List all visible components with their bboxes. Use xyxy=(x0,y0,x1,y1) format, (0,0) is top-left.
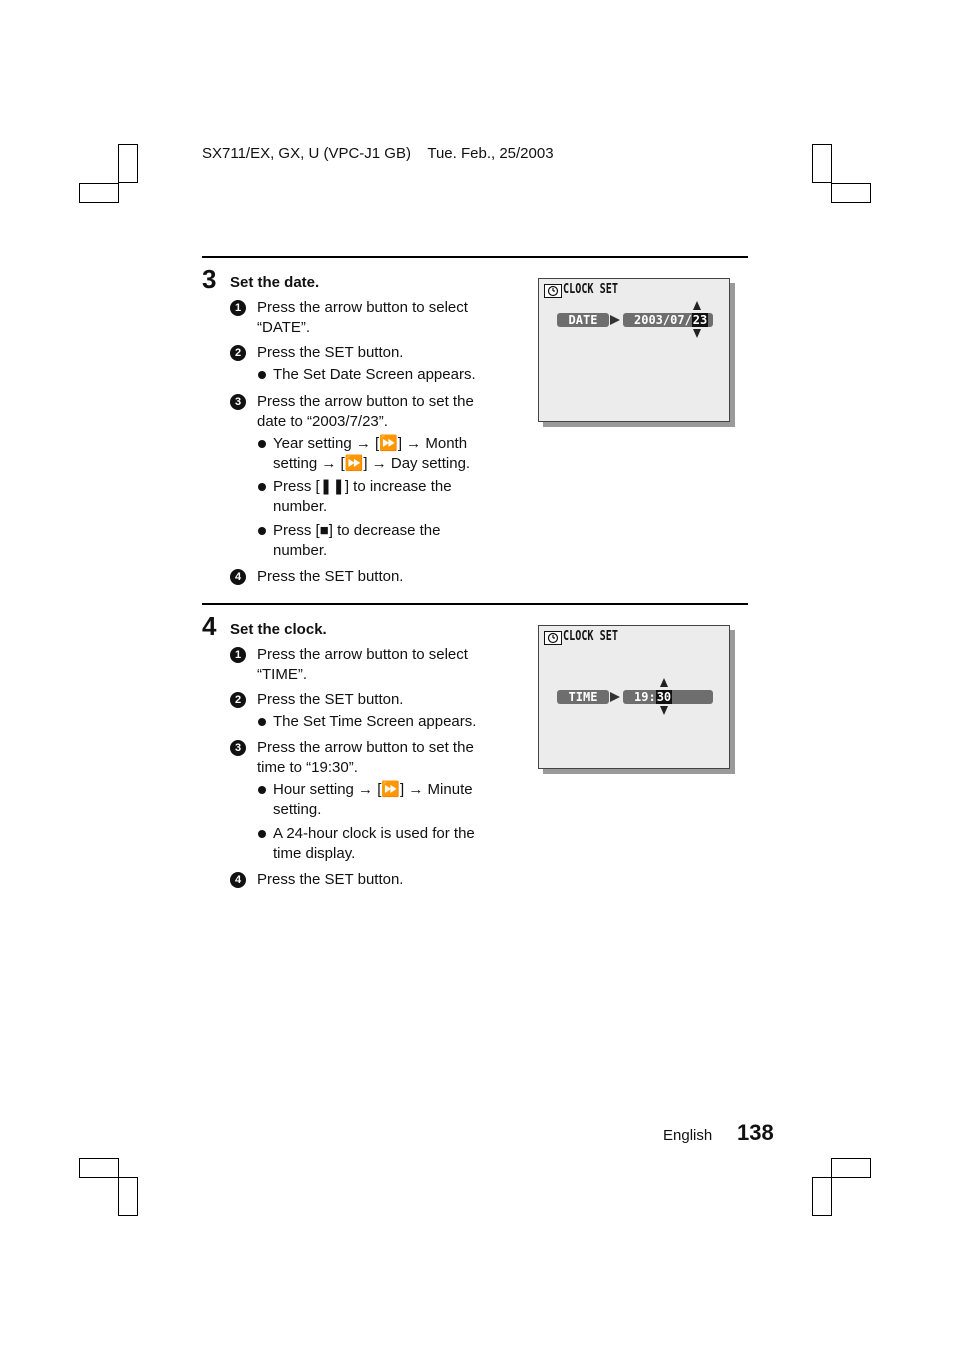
up-arrow-icon xyxy=(693,301,701,310)
clock-icon xyxy=(544,284,562,298)
list-item xyxy=(230,645,500,685)
crop-mark-bottom-right-v xyxy=(812,1177,832,1216)
time-value-highlight: 30 xyxy=(656,690,672,704)
down-arrow-icon xyxy=(660,706,668,715)
list-item xyxy=(230,298,500,338)
bullet-text: Year setting → [⏩] → Month setting → [⏩] → Day setting. xyxy=(273,435,471,472)
screen-title: CLOCK SET xyxy=(563,282,618,297)
crop-mark-bottom-right-h xyxy=(831,1158,871,1178)
bullet-text: Press [❚❚] to increase the number. xyxy=(273,478,452,515)
screen-title: CLOCK SET xyxy=(563,629,618,644)
list-item xyxy=(230,567,500,587)
bullet-item xyxy=(258,521,498,561)
crop-mark-bottom-left-v xyxy=(118,1177,138,1216)
list-item-text: Press the arrow button to select “TIME”. xyxy=(257,646,468,683)
time-value xyxy=(623,690,713,704)
time-label: TIME xyxy=(557,690,609,704)
number-badge: 4 xyxy=(230,872,246,888)
bullet-dot xyxy=(258,483,266,491)
bullet-text: A 24-hour clock is used for the time display. xyxy=(273,825,475,862)
crop-mark-top-left-h xyxy=(79,183,119,203)
bullet-dot xyxy=(258,440,266,448)
camera-screen-time xyxy=(538,625,730,769)
number-badge: 3 xyxy=(230,740,246,756)
down-arrow-icon xyxy=(693,329,701,338)
date-value-highlight: 23 xyxy=(692,313,708,327)
list-item xyxy=(230,870,500,890)
header-date: Tue. Feb., 25/2003 xyxy=(427,145,554,162)
list-item-text: Press the SET button. xyxy=(257,871,404,888)
page-number: 138 xyxy=(737,1120,774,1145)
step-number: 3 xyxy=(202,264,217,294)
bullet-item xyxy=(258,477,498,517)
time-value-prefix: 19: xyxy=(634,690,656,704)
list-item xyxy=(230,690,500,710)
document-header xyxy=(202,145,554,162)
number-badge: 4 xyxy=(230,569,246,585)
bullet-item xyxy=(258,824,498,864)
number-badge: 1 xyxy=(230,300,246,316)
footer-language: English xyxy=(663,1127,713,1144)
list-item xyxy=(230,392,500,432)
bullet-item xyxy=(258,365,498,385)
crop-mark-top-right-h xyxy=(831,183,871,203)
bullet-item xyxy=(258,780,498,820)
header-model: SX711/EX, GX, U (VPC-J1 GB) xyxy=(202,145,411,162)
list-item-text: Press the arrow button to set the date to “2003/7/23”. xyxy=(257,393,474,430)
date-label: DATE xyxy=(557,313,609,327)
bullet-text: Press [■] to decrease the number. xyxy=(273,522,441,559)
arrow-right-icon xyxy=(610,315,620,325)
number-badge: 2 xyxy=(230,345,246,361)
bullet-dot xyxy=(258,786,266,794)
number-badge: 2 xyxy=(230,692,246,708)
number-badge: 3 xyxy=(230,394,246,410)
section-divider-step3 xyxy=(202,256,748,258)
date-value-prefix: 2003/07/ xyxy=(634,313,692,327)
section-divider-step4 xyxy=(202,603,748,605)
bullet-text: Hour setting → [⏩] → Minute setting. xyxy=(273,781,473,818)
list-item-text: Press the arrow button to select “DATE”. xyxy=(257,299,468,336)
bullet-text: The Set Date Screen appears. xyxy=(273,366,476,383)
number-badge: 1 xyxy=(230,647,246,663)
bullet-item xyxy=(258,712,498,732)
list-item xyxy=(230,738,500,778)
crop-mark-top-right-v xyxy=(812,144,832,183)
list-item xyxy=(230,343,500,363)
step-title: Set the clock. xyxy=(230,621,327,638)
list-item-text: Press the SET button. xyxy=(257,568,404,585)
list-item-text: Press the SET button. xyxy=(257,691,404,708)
bullet-text: The Set Time Screen appears. xyxy=(273,713,477,730)
arrow-right-icon xyxy=(610,692,620,702)
bullet-dot xyxy=(258,830,266,838)
step-number: 4 xyxy=(202,611,217,641)
bullet-dot xyxy=(258,527,266,535)
up-arrow-icon xyxy=(660,678,668,687)
crop-mark-bottom-left-h xyxy=(79,1158,119,1178)
bullet-dot xyxy=(258,718,266,726)
camera-screen-date xyxy=(538,278,730,422)
bullet-item xyxy=(258,434,498,474)
date-value xyxy=(623,313,713,327)
step-title: Set the date. xyxy=(230,274,320,291)
clock-icon xyxy=(544,631,562,645)
bullet-dot xyxy=(258,371,266,379)
list-item-text: Press the SET button. xyxy=(257,344,404,361)
crop-mark-top-left-v xyxy=(118,144,138,183)
list-item-text: Press the arrow button to set the time to “19:30”. xyxy=(257,739,474,776)
